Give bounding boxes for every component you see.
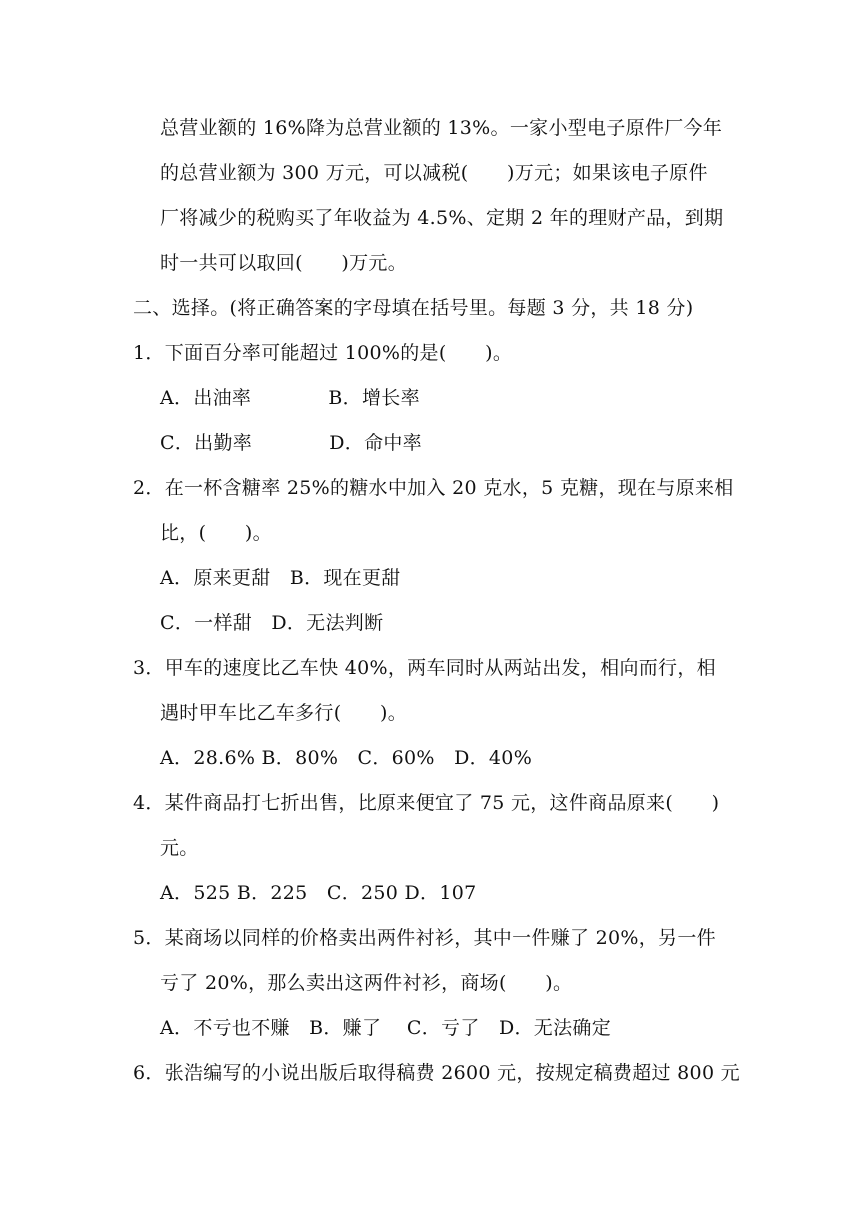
continuation-line-3: 厂将减少的税购买了年收益为 4.5%、定期 2 年的理财产品，到期: [160, 207, 724, 229]
question-3-stem-cont: 遇时甲车比乙车多行( )。: [160, 702, 408, 724]
section-title: 二、选择。(将正确答案的字母填在括号里。每题 3 分，共 18 分): [133, 297, 694, 319]
question-1-options-row-1: A．出油率 B．增长率: [160, 387, 420, 409]
question-2-options-row-2: C．一样甜 D．无法判断: [160, 612, 384, 634]
question-2-stem-cont: 比，( )。: [160, 522, 272, 544]
continuation-line-4: 时一共可以取回( )万元。: [160, 252, 408, 274]
question-5-stem-cont: 亏了 20%，那么卖出这两件衬衫，商场( )。: [160, 972, 573, 994]
question-2-options-row-1: A．原来更甜 B．现在更甜: [160, 567, 401, 589]
question-5-stem: 5．某商场以同样的价格卖出两件衬衫，其中一件赚了 20%，另一件: [133, 927, 716, 949]
continuation-line-2: 的总营业额为 300 万元，可以减税( )万元；如果该电子原件: [160, 162, 708, 184]
question-3-stem: 3．甲车的速度比乙车快 40%，两车同时从两站出发，相向而行，相: [133, 657, 716, 679]
question-1-options-row-2: C．出勤率 D．命中率: [160, 432, 422, 454]
question-6-stem: 6．张浩编写的小说出版后取得稿费 2600 元，按规定稿费超过 800 元: [133, 1062, 740, 1084]
question-3-options: A．28.6% B．80% C．60% D．40%: [160, 747, 533, 769]
question-2-stem: 2．在一杯含糖率 25%的糖水中加入 20 克水，5 克糖，现在与原来相: [133, 477, 734, 499]
question-5-options: A．不亏也不赚 B．赚了 C．亏了 D．无法确定: [160, 1017, 611, 1039]
question-4-stem: 4．某件商品打七折出售，比原来便宜了 75 元，这件商品原来( ): [133, 792, 720, 814]
question-4-stem-cont: 元。: [160, 837, 199, 859]
question-4-options: A．525 B．225 C．250 D．107: [160, 882, 477, 904]
continuation-line-1: 总营业额的 16%降为总营业额的 13%。一家小型电子原件厂今年: [160, 117, 723, 139]
question-1-stem: 1．下面百分率可能超过 100%的是( )。: [133, 342, 513, 364]
